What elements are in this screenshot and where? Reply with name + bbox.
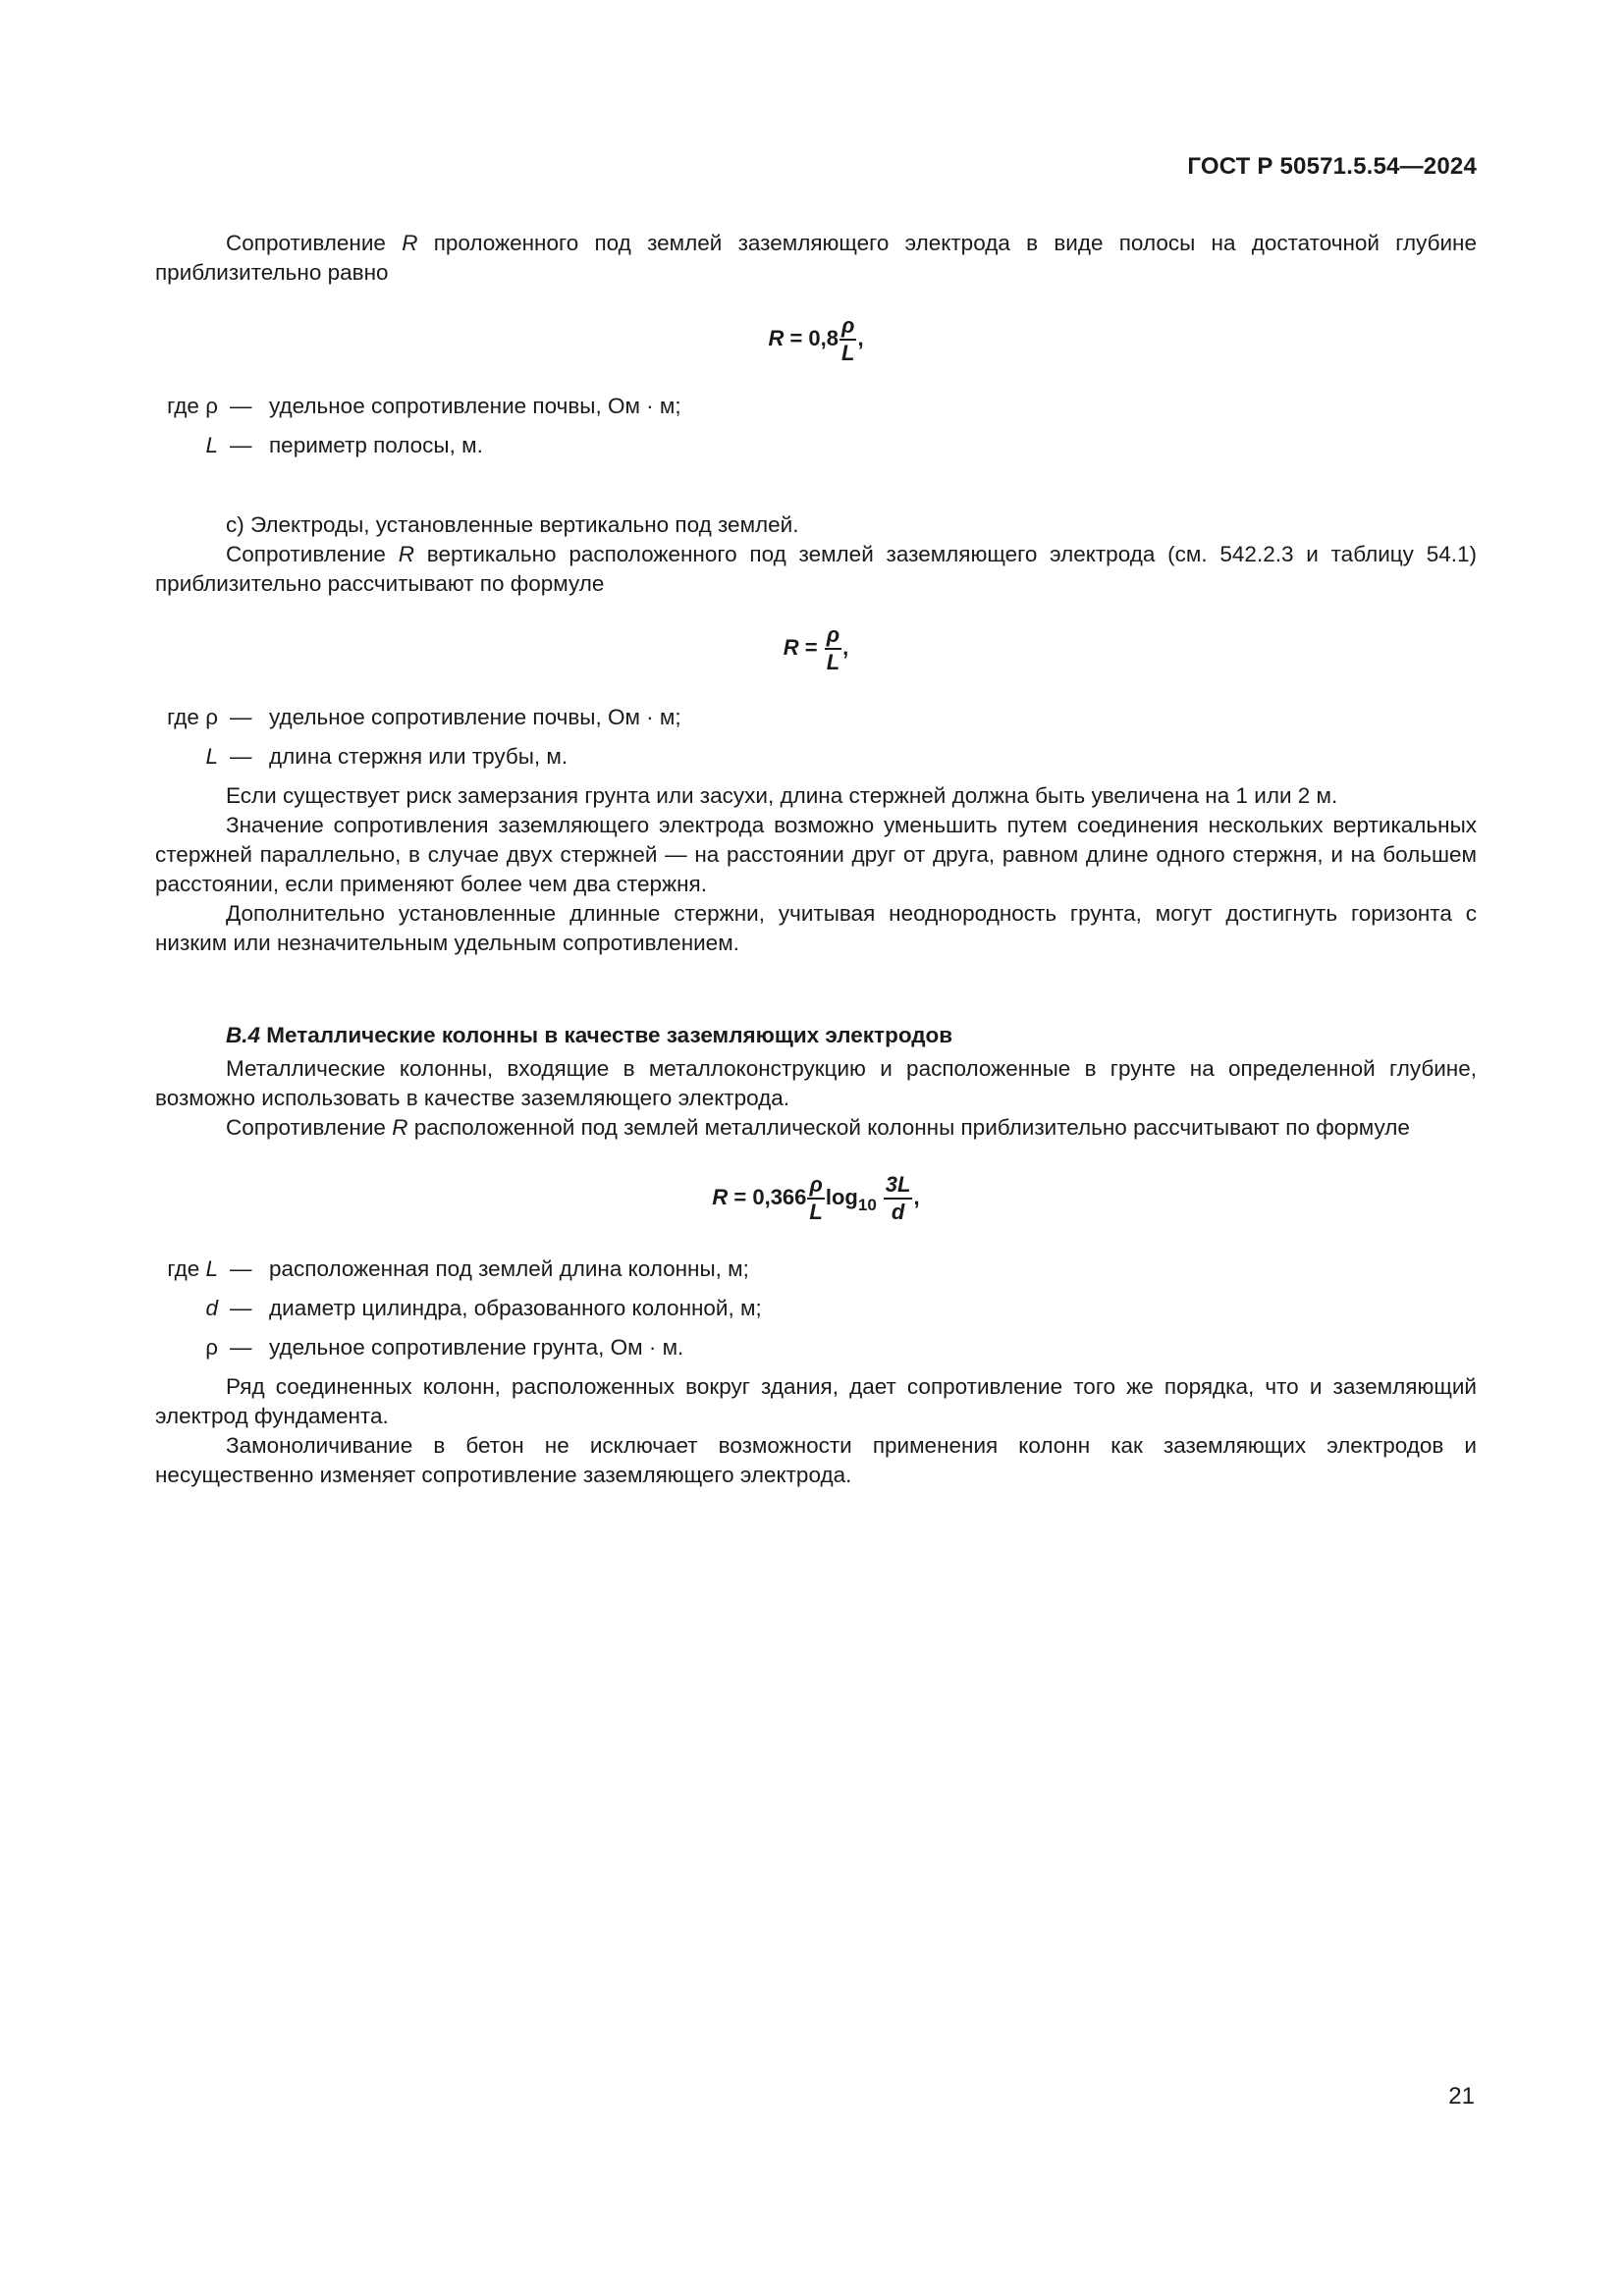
- formula-vertical: R = $\frac{\rho}{L}$ ,: [783, 622, 849, 674]
- paragraph: Если существует риск замерзания грунта или засухи, длина стержней должна быть увеличена на 1 или 2 м.: [226, 783, 1338, 808]
- paragraph: c) Электроды, установленные вертикально под землей.: [226, 512, 799, 537]
- legend-columns: [155, 1255, 1477, 1362]
- legend-item: где ρ — удельное сопротивление почвы, Ом · м;: [167, 394, 681, 418]
- paragraph: Металлические колонны, входящие в металлоконструкцию и расположенные в грунте на определенной глубине, возможно использовать в качестве заземляющего электрода.: [155, 1056, 1477, 1110]
- legend-item: где L — расположенная под землей длина колонны, м;: [167, 1256, 749, 1281]
- legend-item: ρ — удельное сопротивление грунта, Ом · м.: [205, 1335, 684, 1360]
- paragraph: Ряд соединенных колонн, расположенных вокруг здания, дает сопротивление того же порядка, что и заземляющий электрод фундамента.: [155, 1374, 1477, 1428]
- block-strip-electrode: [155, 229, 1477, 460]
- paragraph: Замоноличивание в бетон не исключает возможности применения колонн как заземляющих электродов и несущественно изменяет сопротивление заземляющего электрода.: [155, 1433, 1477, 1487]
- block-metal-columns: [155, 1021, 1477, 1490]
- paragraph: Сопротивление R расположенной под землей металлической колонны приблизительно рассчитывают по формуле: [226, 1115, 1410, 1140]
- paragraph: Сопротивление R вертикально расположенного под землей заземляющего электрода (см. 542.2.3 и таблицу 54.1) приблизительно рассчитывают по формуле: [155, 542, 1477, 596]
- legend-item: L — периметр полосы, м.: [205, 433, 483, 457]
- legend-item: L — длина стержня или трубы, м.: [205, 744, 568, 769]
- legend-vertical: [155, 703, 1477, 772]
- formula-columns: R = 0,366 $\frac{\rho}{L}$ $\log_{10}$ $\frac{3L}{d}$ ,: [712, 1172, 920, 1224]
- page-number: 21: [1448, 2083, 1475, 2109]
- formula-strip: R = 0,8 $\frac{\rho}{L}$ ,: [768, 313, 864, 365]
- legend-strip: [155, 392, 1477, 460]
- document-code-header: ГОСТ Р 50571.5.54—2024: [1187, 153, 1477, 180]
- section-title: B.4 Металлические колонны в качестве заземляющих электродов: [226, 1023, 953, 1047]
- legend-item: где ρ — удельное сопротивление почвы, Ом · м;: [167, 705, 681, 729]
- paragraph: Дополнительно установленные длинные стержни, учитывая неоднородность грунта, могут достигнуть горизонта с низким или незначительным удельным сопротивлением.: [155, 901, 1477, 955]
- paragraph: Сопротивление R проложенного под землей заземляющего электрода в виде полосы на достаточной глубине приблизительно равно: [155, 231, 1477, 285]
- legend-item: d — диаметр цилиндра, образованного колонной, м;: [205, 1296, 762, 1320]
- block-vertical-electrode: [155, 510, 1477, 958]
- paragraph: Значение сопротивления заземляющего электрода возможно уменьшить путем соединения нескольких вертикальных стержней параллельно, в случае двух стержней — на расстоянии друг от друга, равном длине одного стержня, и на большем расстоянии, если применяют более чем два стержня.: [155, 813, 1477, 896]
